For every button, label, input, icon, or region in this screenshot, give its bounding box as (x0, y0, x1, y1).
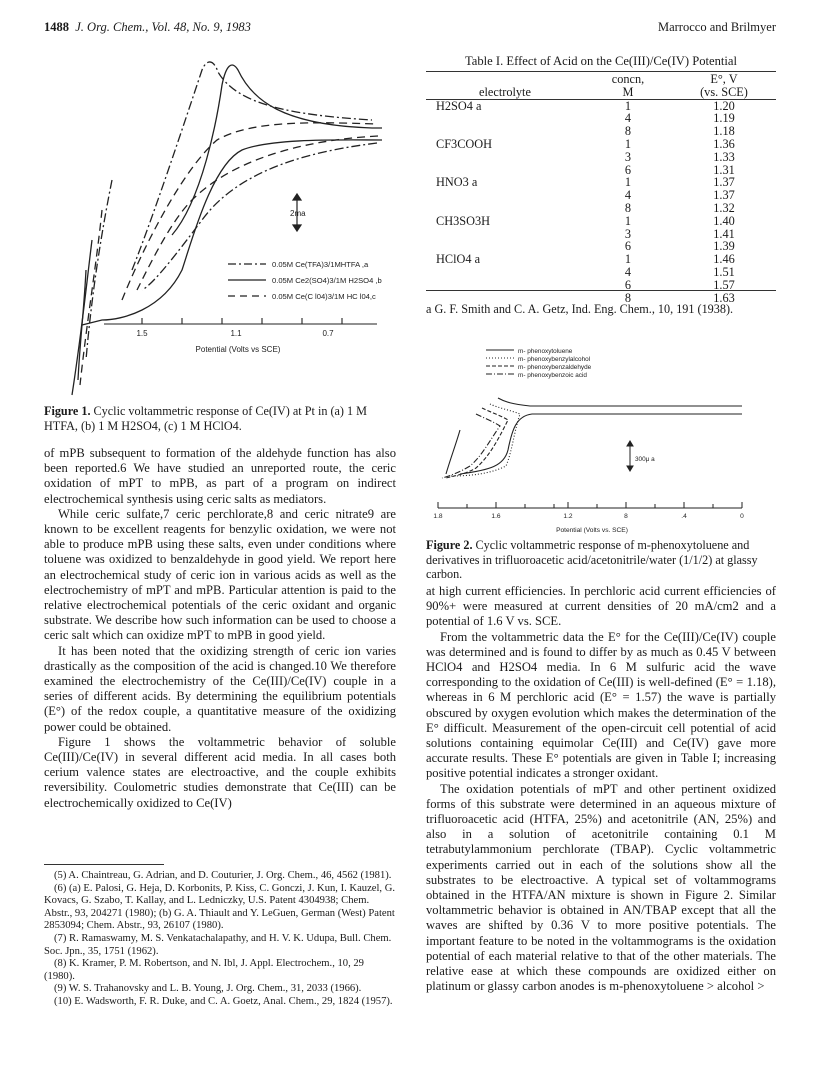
table-1-header-e: E°, V (710, 72, 738, 86)
fig1-legend-c: 0.05M Ce(C l04)3/1M HC l04,c (272, 292, 376, 301)
table-1-grid (426, 73, 776, 304)
table-1-cell-concn: 4 (624, 111, 632, 126)
table-1-cell-concn: 8 (624, 290, 632, 305)
table-1-cell-electrolyte (426, 151, 584, 164)
left-column-body (44, 446, 396, 811)
table-1-header-concn: concn, (611, 72, 645, 86)
table-1-cell-concn: 3 (624, 149, 632, 164)
table-1-cell-electrolyte (426, 189, 584, 202)
fig1-x-axis (104, 318, 377, 324)
table-1-cell-e: 1.40 (713, 213, 735, 228)
table-1-cell-concn: 4 (624, 188, 632, 203)
fig2-scale-label: 300μ a (635, 456, 655, 463)
fig2-curve-aldehyde (446, 408, 508, 478)
table-1-cell-e: 1.39 (713, 239, 735, 254)
table-1-cell-e: 1.19 (713, 111, 735, 126)
figure-2-caption (426, 538, 776, 582)
table-1-cell-electrolyte (426, 112, 584, 125)
table-1-title: Table I. Effect of Acid on the Ce(III)/Ce(IV) Potential (464, 54, 737, 68)
table-1-cell-electrolyte: CF3COOH (436, 136, 493, 151)
table-1-cell-e: 1.33 (713, 149, 735, 164)
fig2-legend-4: m- phenoxybenzoic acid (518, 372, 587, 379)
reference-6: (6) (a) E. Palosi, G. Heja, D. Korbonits, P. Kiss, C. Gonczi, J. Kun, I. Kauzel, G. Kovacs, G. Szabo, T. Kallay, and L. Ledniczky, U.S. Patent 4304938; Chem. Abstr., 93, 204271 (1980); (b) G. A. Thiault and Y. LeGuen, German (West) Patent 2853094; Chem. Abstr., 93, 26107 (1980). (44, 882, 396, 932)
table-1-cell-electrolyte: CH3SO3H (436, 213, 490, 228)
figure-2-caption-label: Figure 2. (426, 538, 473, 552)
table-1-cell-e: 1.51 (713, 264, 735, 279)
figure-1-plot (42, 40, 392, 400)
table-1-cell-concn: 1 (624, 175, 632, 190)
reference-8: (8) K. Kramer, P. M. Robertson, and N. Ibl, J. Appl. Electrochem., 10, 29 (1980). (44, 958, 364, 982)
left-paragraph-4: Figure 1 shows the voltammetric behavior of soluble Ce(III)/Ce(IV) in several different acid media. In all cases both cerium valence states are electroactive, and the couple exhibits reversibility. Coulometric studies demonstrate that Ce(III) can be electrochemically oxidized to Ce(IV) (44, 734, 396, 810)
fig2-tick-1: 1.8 (433, 513, 443, 520)
table-1-header-concn-unit: M (622, 84, 634, 99)
table-1-cell-e: 1.32 (713, 200, 735, 215)
table-1 (426, 73, 776, 304)
table-1-cell-e: 1.36 (713, 136, 735, 151)
table-1-cell-concn: 4 (624, 264, 632, 279)
figure-2-caption-text: Cyclic voltammetric response of m-phenoxytoluene and derivatives in trifluoroacetic acid/acetonitrile/water (1/1/2) at glassy carbon. (426, 538, 758, 582)
table-1-cell-e: 1.41 (713, 226, 735, 241)
fig2-scale-marker (627, 441, 633, 471)
right-paragraph-3: The oxidation potentials of mPT and other pertinent oxidized forms of this substrate were determined in an aqueous mixture of trifluoroacetic acid (HTFA, 25%) and acetonitrile (AN, 25%) and also in a solution of acetonitrile containing 0.1 M tetrabutylammonium perchlorate (TBAP). Cyclic voltammetric experiments carried out in each of the solutions show all the substrates to be electroactive. A typical set of voltammograms obtained in the HTFA/AN mixture is shown in Figure 2. Similar voltammetric behavior is obtained in AN/TBAP except that all the waves are shifted by 0.36 V to more positive potentials. The important feature to be noted in the voltammograms is the oxidation potential of each material relative to that of the other materials. The relative ease at which these compounds are oxidized either on platinum or glassy carbon anodes is m-phenoxytoluene > alcohol > (426, 781, 776, 994)
fig2-legend-3: m- phenoxybenzaldehyde (518, 364, 592, 371)
fig2-tick-2: 1.6 (491, 513, 501, 520)
fig2-x-axis (438, 502, 742, 508)
table-1-cell-concn: 6 (624, 162, 632, 177)
table-1-cell-concn: 1 (624, 136, 632, 151)
table-1-row (426, 215, 776, 228)
figure-1-caption-text: Cyclic voltammetric response of Ce(IV) at Pt in (a) 1 M HTFA, (b) 1 M H2SO4, (c) 1 M HClO4. (44, 404, 368, 433)
fig2-tick-4: 8 (624, 513, 628, 520)
table-1-row (426, 138, 776, 151)
fig1-legend-b: 0.05M Ce2(SO4)3/1M H2SO4 ,b (272, 276, 382, 285)
table-1-cell-concn: 6 (624, 277, 632, 292)
fig2-xlabel: Potential (Volts vs. SCE) (556, 527, 628, 534)
table-1-row (426, 202, 776, 215)
table-1-row (426, 266, 776, 279)
fig2-curve-alcohol (450, 404, 520, 476)
table-1-cell-concn: 8 (624, 200, 632, 215)
journal-citation: J. Org. Chem., Vol. 48, No. 9, 1983 (75, 20, 251, 34)
fig1-curve-a (132, 62, 377, 290)
fig1-tick-3: 0.7 (322, 329, 334, 338)
fig2-curve-toluene (460, 398, 742, 474)
table-1-cell-concn: 3 (624, 226, 632, 241)
reference-5: (5) A. Chaintreau, G. Adrian, and D. Couturier, J. Org. Chem., 46, 4562 (1981). (54, 870, 392, 881)
page-number: 1488 (44, 20, 69, 34)
fig2-curve-acid (442, 414, 500, 478)
table-1-bottom-rule (426, 290, 776, 291)
fig1-tick-1: 1.5 (136, 329, 148, 338)
table-1-row (426, 151, 776, 164)
table-1-header-electrolyte: electrolyte (479, 84, 531, 99)
table-1-cell-e: 1.37 (713, 188, 735, 203)
figure-1 (42, 40, 392, 400)
table-1-body (426, 99, 776, 304)
table-1-cell-electrolyte (426, 228, 584, 241)
page-header-left (44, 20, 251, 35)
table-1-footnote: a G. F. Smith and C. A. Getz, Ind. Eng. Chem., 10, 191 (1938). (426, 302, 734, 316)
right-paragraph-2: From the voltammetric data the E° for the Ce(III)/Ce(IV) couple was determined and is found to differ by as much as 0.45 V between HClO4 and H2SO4 media. In 6 M sulfuric acid the wave corresponding to the oxidation of Ce(III) is well-defined (E° = 1.18), whereas in 6 M perchloric acid (E° = 1.57) the wave is partially obscured by oxygen evolution which makes the determination of the E° difficult. Measurement of the open-circuit cell potential of acid solutions containing equimolar Ce(III) and Ce(IV) gave more accurate results. These E° potentials are given in Table I; increasing positive potential indicates a stronger oxidant. (426, 629, 776, 781)
table-1-cell-e: 1.63 (713, 290, 735, 305)
fig1-scale-label: 2ma (290, 209, 306, 218)
right-column-body (426, 584, 776, 994)
table-1-row (426, 99, 776, 112)
table-1-cell-concn: 1 (624, 252, 632, 267)
table-1-cell-electrolyte: HClO4 a (436, 252, 481, 267)
figure-2 (420, 340, 780, 536)
table-1-cell-electrolyte (426, 202, 584, 215)
table-1-cell-electrolyte (426, 266, 584, 279)
table-1-cell-concn: 8 (624, 124, 632, 139)
fig2-tick-3: 1.2 (563, 513, 573, 520)
left-paragraph-2: While ceric sulfate,7 ceric perchlorate,8 and ceric nitrate9 are known to be excellent reagents for benzylic oxidation, we were not able to produce mPB using these salts, even under conditions where toluene was oxidized to benzaldehyde in good yield. We report here an electrochemical study of ceric ion in various acids as well as the electrochemistry of mPT and mPB. Particular attention is paid to the relative electrochemical potentials of the ceric oxidant and organic substrate. We describe how such information can be used to choose a ceric salt which can oxidize mPT to mPB in good yield. (44, 506, 396, 643)
fig2-tick-5: .4 (681, 513, 687, 520)
table-1-header-e-unit: (vs. SCE) (700, 84, 748, 99)
left-paragraph-3: It has been noted that the oxidizing strength of ceric ion varies drastically as the composition of the acid is changed.10 We therefore examined the electrochemistry of the Ce(III)/Ce(IV) couple in a series of different acids. By determining the equilibrium potentials (E°) of the redox couple, a quantitative measure of the oxidizing power could be obtained. (44, 643, 396, 734)
fig2-legend-1: m- phenoxytoluene (518, 348, 573, 355)
fig1-curve-lower-2 (80, 210, 102, 385)
fig1-curve-lower-3 (78, 270, 86, 380)
table-1-cell-e: 1.20 (713, 98, 735, 113)
reference-10: (10) E. Wadsworth, F. R. Duke, and C. A. Goetz, Anal. Chem., 29, 1824 (1957). (54, 995, 393, 1007)
table-1-cell-concn: 1 (624, 98, 632, 113)
table-1-cell-electrolyte: H2SO4 a (436, 98, 482, 113)
fig1-xlabel: Potential (Volts vs SCE) (195, 345, 281, 354)
running-authors: Marrocco and Brilmyer (657, 20, 776, 34)
reference-7: (7) R. Ramaswamy, M. S. Venkatachalapathy, and H. V. K. Udupa, Bull. Chem. Soc. Jpn., 35, 1751 (1962). (44, 932, 392, 957)
table-1-cell-e: 1.37 (713, 175, 735, 190)
right-paragraph-1: at high current efficiencies. In perchloric acid current efficiencies of 90%+ were measured at current densities of 20 mA/cm2 and a potential of 1.6 V vs. SCE. (426, 584, 776, 629)
fig2-curve-bundle (446, 430, 460, 474)
fig2-legend-2: m- phenoxybenzylalcohol (518, 356, 591, 363)
table-1-cell-concn: 6 (624, 239, 632, 254)
table-1-cell-e: 1.46 (713, 252, 735, 267)
table-1-cell-e: 1.31 (713, 162, 735, 177)
table-1-cell-e: 1.18 (713, 124, 735, 139)
table-1-cell-e: 1.57 (713, 277, 735, 292)
fig2-tick-6: 0 (740, 513, 744, 520)
fig1-curve-lower-4 (86, 180, 112, 360)
reference-9: (9) W. S. Trahanovsky and L. B. Young, J. Org. Chem., 31, 2033 (1966). (54, 983, 362, 995)
figure-2-plot (420, 340, 780, 536)
figure-1-caption-label: Figure 1. (44, 404, 91, 418)
fig1-curve-b (82, 65, 382, 325)
left-paragraph-1: of mPB subsequent to formation of the aldehyde function has also been reported.6 We have studied an unreported route, the ceric oxidation of mPT to mPB, as part of a program on indirect electrochemical synthesis using ceric salts as mediators. (44, 446, 396, 506)
table-1-cell-concn: 1 (624, 213, 632, 228)
references (44, 870, 396, 1009)
fig1-tick-2: 1.1 (230, 329, 242, 338)
fig1-legend-a: 0.05M Ce(TFA)3/1MHTFA ,a (272, 260, 369, 269)
table-1-cell-electrolyte: HNO3 a (436, 175, 478, 190)
references-rule (44, 864, 164, 865)
figure-1-caption (44, 404, 396, 433)
